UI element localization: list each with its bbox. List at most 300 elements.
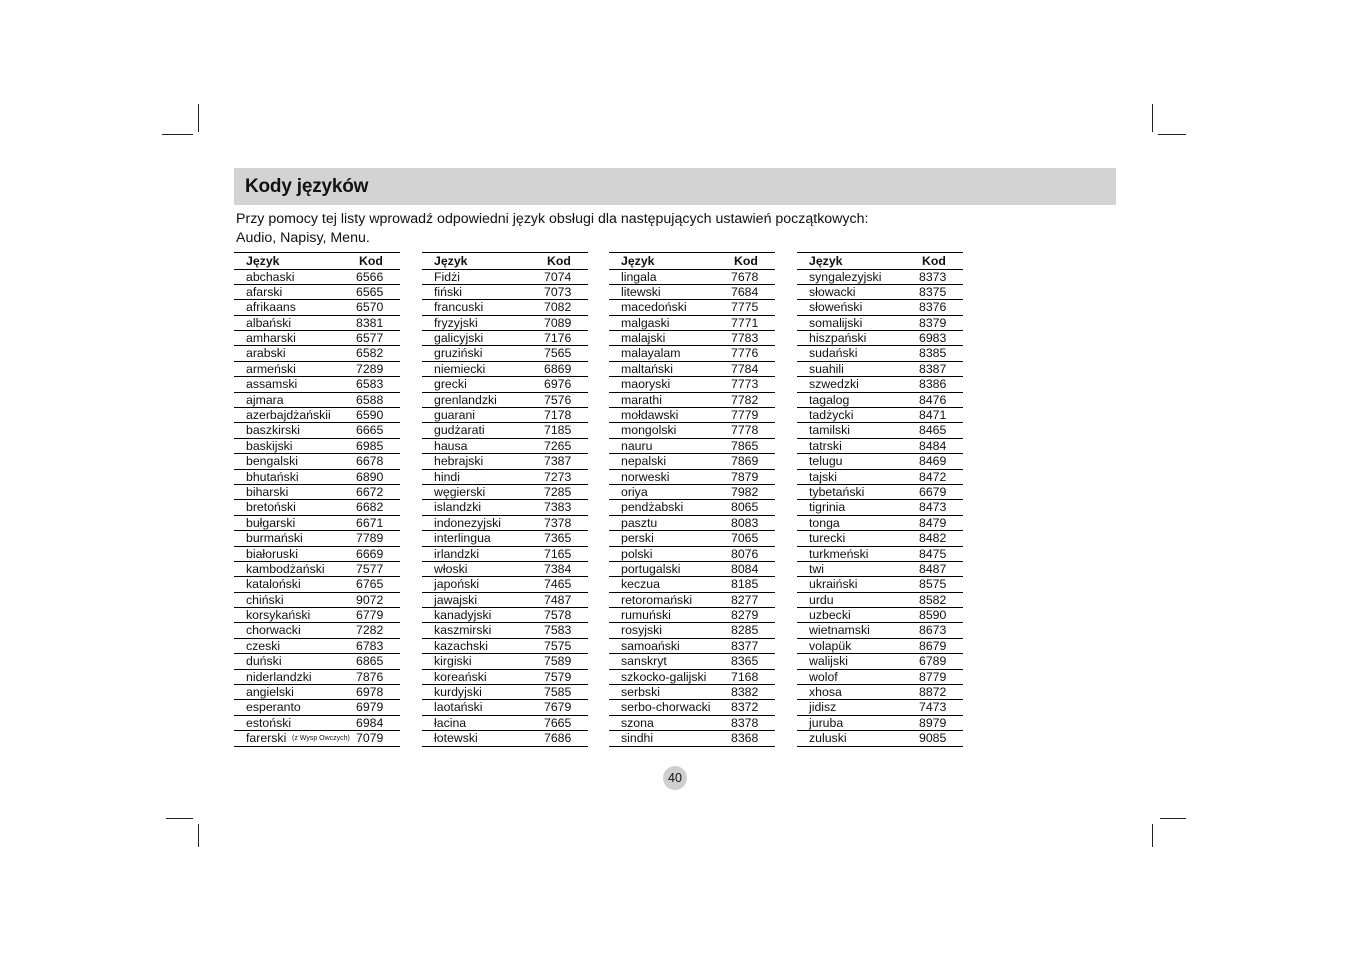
table-row (422, 331, 588, 346)
language-code: 6566 (356, 269, 384, 284)
table-row (797, 454, 963, 469)
language-name: kazachski (434, 638, 488, 653)
table-row (234, 562, 400, 577)
language-code: 7079 (356, 731, 384, 746)
column-header-code: Kod (922, 254, 946, 268)
column-header-code: Kod (359, 254, 383, 268)
language-code: 7185 (544, 423, 572, 438)
language-name: guarani (434, 408, 476, 423)
language-code: 8979 (919, 715, 947, 730)
language-code: 8484 (919, 438, 947, 453)
table-row (234, 716, 400, 731)
language-name: hindi (434, 469, 460, 484)
table-row (797, 670, 963, 685)
table-row (609, 423, 775, 438)
language-code: 7178 (544, 408, 572, 423)
language-code: 6588 (356, 392, 384, 407)
column-header-language: Język (621, 254, 655, 268)
table-row (234, 547, 400, 562)
language-code: 7865 (731, 438, 759, 453)
language-name: norweski (621, 469, 670, 484)
table-row (609, 685, 775, 700)
language-name: malajski (621, 331, 666, 346)
language-name: chorwacki (246, 623, 301, 638)
language-name: marathi (621, 392, 663, 407)
language-code: 7869 (731, 454, 759, 469)
table-row (422, 685, 588, 700)
language-name: wietnamski (809, 623, 870, 638)
language-code: 6976 (544, 377, 572, 392)
table-row (797, 716, 963, 731)
language-name: koreański (434, 669, 487, 684)
language-code: 8382 (731, 685, 759, 700)
language-name: nepalski (621, 454, 667, 469)
language-code: 6590 (356, 408, 384, 423)
language-name: grenlandzki (434, 392, 497, 407)
table-row (797, 377, 963, 392)
table-row (609, 270, 775, 285)
table-row (609, 700, 775, 715)
column-header-language: Język (809, 254, 843, 268)
language-code: 7378 (544, 515, 572, 530)
language-name: amharski (246, 331, 296, 346)
table-row (609, 654, 775, 669)
table-row (234, 654, 400, 669)
language-name: turecki (809, 531, 846, 546)
language-name: assamski (246, 377, 298, 392)
column-header-language: Język (434, 254, 468, 268)
language-name: telugu (809, 454, 843, 469)
language-code: 8083 (731, 515, 759, 530)
language-code: 6779 (356, 608, 384, 623)
language-code: 7876 (356, 669, 384, 684)
language-code: 7684 (731, 284, 759, 299)
language-code: 8386 (919, 377, 947, 392)
language-name: oriya (621, 484, 648, 499)
language-name: fryzyjski (434, 315, 478, 330)
language-code: 8673 (919, 623, 947, 638)
language-code: 7074 (544, 269, 572, 284)
table-row (797, 623, 963, 638)
language-name: słoweński (809, 300, 863, 315)
language-code: 7778 (731, 423, 759, 438)
language-code: 8482 (919, 531, 947, 546)
language-name: hebrajski (434, 454, 484, 469)
language-name: albański (246, 315, 292, 330)
crop-mark (1152, 824, 1153, 847)
language-name: japoński (434, 577, 480, 592)
table-row (609, 577, 775, 592)
table-row (422, 716, 588, 731)
table-row (797, 500, 963, 515)
language-name: tigrinia (809, 500, 846, 515)
language-name: perski (621, 531, 654, 546)
table-row (422, 316, 588, 331)
table-row (422, 623, 588, 638)
language-code: 7168 (731, 669, 759, 684)
language-name: turkmeński (809, 546, 869, 561)
language-name: ukraiński (809, 577, 858, 592)
language-name: tybetański (809, 484, 865, 499)
language-code: 8372 (731, 700, 759, 715)
table-row (422, 485, 588, 500)
language-name: hausa (434, 438, 468, 453)
table-row (234, 500, 400, 515)
table-row (422, 500, 588, 515)
language-name: juruba (809, 715, 844, 730)
crop-mark (1158, 134, 1186, 135)
table-row (797, 270, 963, 285)
table-row (234, 439, 400, 454)
language-note: (z Wysp Owczych) (292, 735, 350, 743)
language-name: pasztu (621, 515, 658, 530)
language-name: tajski (809, 469, 838, 484)
table-row (422, 608, 588, 623)
language-code: 6669 (356, 546, 384, 561)
language-name: pendżabski (621, 500, 684, 515)
table-row (422, 346, 588, 361)
language-name: galicyjski (434, 331, 484, 346)
language-name: niderlandzki (246, 669, 312, 684)
language-name: maltański (621, 361, 673, 376)
language-name: sanskryt (621, 654, 667, 669)
column-header-code: Kod (547, 254, 571, 268)
language-code: 8465 (919, 423, 947, 438)
language-code: 7679 (544, 700, 572, 715)
language-code: 7665 (544, 715, 572, 730)
language-name: ajmara (246, 392, 284, 407)
table-row (797, 423, 963, 438)
language-name: abchaski (246, 269, 295, 284)
table-row (609, 331, 775, 346)
table-row (609, 300, 775, 315)
language-name: keczua (621, 577, 660, 592)
table-row (609, 454, 775, 469)
language-name: somalijski (809, 315, 863, 330)
language-name: korsykański (246, 608, 311, 623)
table-row (234, 731, 400, 746)
language-name: polski (621, 546, 653, 561)
language-code: 7783 (731, 331, 759, 346)
table-row (234, 470, 400, 485)
language-code: 8473 (919, 500, 947, 515)
language-code: 8387 (919, 361, 947, 376)
language-name: nauru (621, 438, 653, 453)
language-name: jidisz (809, 700, 837, 715)
table-row (609, 377, 775, 392)
table-row (422, 393, 588, 408)
language-name: esperanto (246, 700, 301, 715)
table-row (422, 270, 588, 285)
table-header-row (609, 253, 775, 270)
language-code: 6671 (356, 515, 384, 530)
language-name: laotański (434, 700, 483, 715)
language-name: volapük (809, 638, 852, 653)
language-code: 8279 (731, 608, 759, 623)
table-row (234, 377, 400, 392)
language-name: węgierski (434, 484, 486, 499)
language-code: 7578 (544, 608, 572, 623)
language-name: gudżarati (434, 423, 485, 438)
language-name: sindhi (621, 731, 654, 746)
language-code: 7576 (544, 392, 572, 407)
table-row (422, 731, 588, 746)
table-row (797, 639, 963, 654)
table-row (422, 470, 588, 485)
language-code: 7473 (919, 700, 947, 715)
table-row (609, 531, 775, 546)
table-row (797, 408, 963, 423)
language-code: 7579 (544, 669, 572, 684)
language-name: kataloński (246, 577, 301, 592)
language-name: armeński (246, 361, 296, 376)
table-header-row (234, 253, 400, 270)
language-name: burmański (246, 531, 303, 546)
language-name: macedoński (621, 300, 687, 315)
language-code: 8277 (731, 592, 759, 607)
language-code: 6679 (919, 484, 947, 499)
language-name: tatrski (809, 438, 842, 453)
language-code: 8575 (919, 577, 947, 592)
table-column (797, 252, 963, 747)
language-code: 7089 (544, 315, 572, 330)
language-code: 8385 (919, 346, 947, 361)
language-name: samoański (621, 638, 680, 653)
table-row (797, 439, 963, 454)
language-code: 7365 (544, 531, 572, 546)
language-code: 8076 (731, 546, 759, 561)
language-code: 6582 (356, 346, 384, 361)
language-name: interlingua (434, 531, 491, 546)
language-name: retoromański (621, 592, 693, 607)
language-name: szwedzki (809, 377, 859, 392)
table-row (797, 562, 963, 577)
table-row (797, 700, 963, 715)
language-code: 8379 (919, 315, 947, 330)
table-row (609, 547, 775, 562)
language-name: Fidżi (434, 269, 460, 284)
language-name: islandzki (434, 500, 482, 515)
language-name: malayalam (621, 346, 681, 361)
language-code: 8373 (919, 269, 947, 284)
language-code: 7784 (731, 361, 759, 376)
table-row (609, 470, 775, 485)
language-name: bhutański (246, 469, 299, 484)
language-name: mongolski (621, 423, 677, 438)
language-code: 7879 (731, 469, 759, 484)
language-code: 7773 (731, 377, 759, 392)
table-row (234, 270, 400, 285)
table-row (234, 362, 400, 377)
table-row (797, 654, 963, 669)
language-name: litewski (621, 284, 661, 299)
language-code: 8378 (731, 715, 759, 730)
table-row (234, 516, 400, 531)
table-row (609, 500, 775, 515)
table-row (797, 577, 963, 592)
table-row (609, 393, 775, 408)
table-row (422, 639, 588, 654)
language-code: 6678 (356, 454, 384, 469)
language-name: biharski (246, 484, 289, 499)
language-code: 7387 (544, 454, 572, 469)
table-row (609, 439, 775, 454)
language-code: 7285 (544, 484, 572, 499)
language-name: łacina (434, 715, 467, 730)
language-name: słowacki (809, 284, 856, 299)
language-name: maoryski (621, 377, 671, 392)
language-code: 8679 (919, 638, 947, 653)
table-row (234, 593, 400, 608)
language-name: estoński (246, 715, 292, 730)
table-row (609, 670, 775, 685)
language-code: 8487 (919, 561, 947, 576)
language-code: 8471 (919, 408, 947, 423)
language-code: 8590 (919, 608, 947, 623)
title-bar (234, 168, 1116, 205)
language-code: 6789 (919, 654, 947, 669)
language-code: 7686 (544, 731, 572, 746)
language-name: farerski (246, 731, 287, 746)
table-row (609, 562, 775, 577)
language-name: bułgarski (246, 515, 296, 530)
language-name: niemiecki (434, 361, 486, 376)
table-header-row (797, 253, 963, 270)
language-code: 7065 (731, 531, 759, 546)
table-row (797, 331, 963, 346)
language-name: angielski (246, 685, 294, 700)
table-row (609, 316, 775, 331)
table-row (422, 439, 588, 454)
language-name: kirgiski (434, 654, 472, 669)
table-row (797, 300, 963, 315)
language-code: 7289 (356, 361, 384, 376)
language-code: 7575 (544, 638, 572, 653)
language-name: malgaski (621, 315, 670, 330)
table-row (797, 470, 963, 485)
language-code: 8065 (731, 500, 759, 515)
table-row (609, 346, 775, 361)
language-name: gruziński (434, 346, 483, 361)
table-row (797, 547, 963, 562)
table-row (422, 547, 588, 562)
language-name: wolof (809, 669, 838, 684)
language-code: 8872 (919, 685, 947, 700)
table-row (234, 346, 400, 361)
crop-mark (166, 818, 193, 819)
table-row (422, 408, 588, 423)
language-code: 8479 (919, 515, 947, 530)
table-row (234, 454, 400, 469)
table-row (422, 577, 588, 592)
table-row (422, 454, 588, 469)
language-code: 8376 (919, 300, 947, 315)
table-row (422, 300, 588, 315)
table-row (609, 485, 775, 500)
language-code: 8779 (919, 669, 947, 684)
intro-line: Przy pomocy tej listy wprowadź odpowiedni język obsługi dla następujących ustawień początkowych: (236, 211, 869, 227)
table-row (422, 531, 588, 546)
table-row (797, 346, 963, 361)
language-code: 6765 (356, 577, 384, 592)
table-row (797, 731, 963, 746)
table-row (422, 654, 588, 669)
language-code: 6665 (356, 423, 384, 438)
language-name: mołdawski (621, 408, 679, 423)
crop-mark (162, 134, 193, 135)
table-row (234, 393, 400, 408)
crop-mark (198, 104, 199, 132)
table-header-row (422, 253, 588, 270)
page-number: 40 (663, 766, 687, 790)
intro-line: Audio, Napisy, Menu. (236, 230, 370, 246)
language-code: 7384 (544, 561, 572, 576)
language-code: 7073 (544, 284, 572, 299)
language-code: 6583 (356, 377, 384, 392)
language-code: 7782 (731, 392, 759, 407)
language-code: 8381 (356, 315, 384, 330)
language-name: sudański (809, 346, 858, 361)
language-code: 6783 (356, 638, 384, 653)
language-name: duński (246, 654, 282, 669)
table-row (609, 593, 775, 608)
language-name: kurdyjski (434, 685, 482, 700)
language-code: 7465 (544, 577, 572, 592)
table-column (234, 252, 400, 747)
language-code: 6979 (356, 700, 384, 715)
table-row (609, 639, 775, 654)
language-name: twi (809, 561, 825, 576)
language-name: grecki (434, 377, 467, 392)
language-code: 7273 (544, 469, 572, 484)
table-row (422, 516, 588, 531)
table-row (234, 700, 400, 715)
language-name: francuski (434, 300, 484, 315)
table-row (234, 408, 400, 423)
language-code: 8375 (919, 284, 947, 299)
language-name: suahili (809, 361, 844, 376)
language-code: 6577 (356, 331, 384, 346)
table-row (609, 623, 775, 638)
table-row (422, 362, 588, 377)
language-code: 6682 (356, 500, 384, 515)
table-row (234, 685, 400, 700)
language-name: baskijski (246, 438, 293, 453)
table-row (234, 285, 400, 300)
column-header-code: Kod (734, 254, 758, 268)
language-code: 7176 (544, 331, 572, 346)
language-name: arabski (246, 346, 286, 361)
crop-mark (1160, 818, 1186, 819)
language-name: zuluski (809, 731, 847, 746)
language-code: 6985 (356, 438, 384, 453)
table-row (234, 331, 400, 346)
language-name: syngalezyjski (809, 269, 882, 284)
language-name: czeski (246, 638, 281, 653)
language-code: 7779 (731, 408, 759, 423)
language-name: tamilski (809, 423, 850, 438)
table-row (234, 623, 400, 638)
language-name: kaszmirski (434, 623, 492, 638)
table-row (609, 716, 775, 731)
language-name: fiński (434, 284, 463, 299)
table-row (797, 362, 963, 377)
table-row (422, 593, 588, 608)
language-name: lingala (621, 269, 657, 284)
language-code: 8472 (919, 469, 947, 484)
table-row (422, 700, 588, 715)
table-row (234, 485, 400, 500)
